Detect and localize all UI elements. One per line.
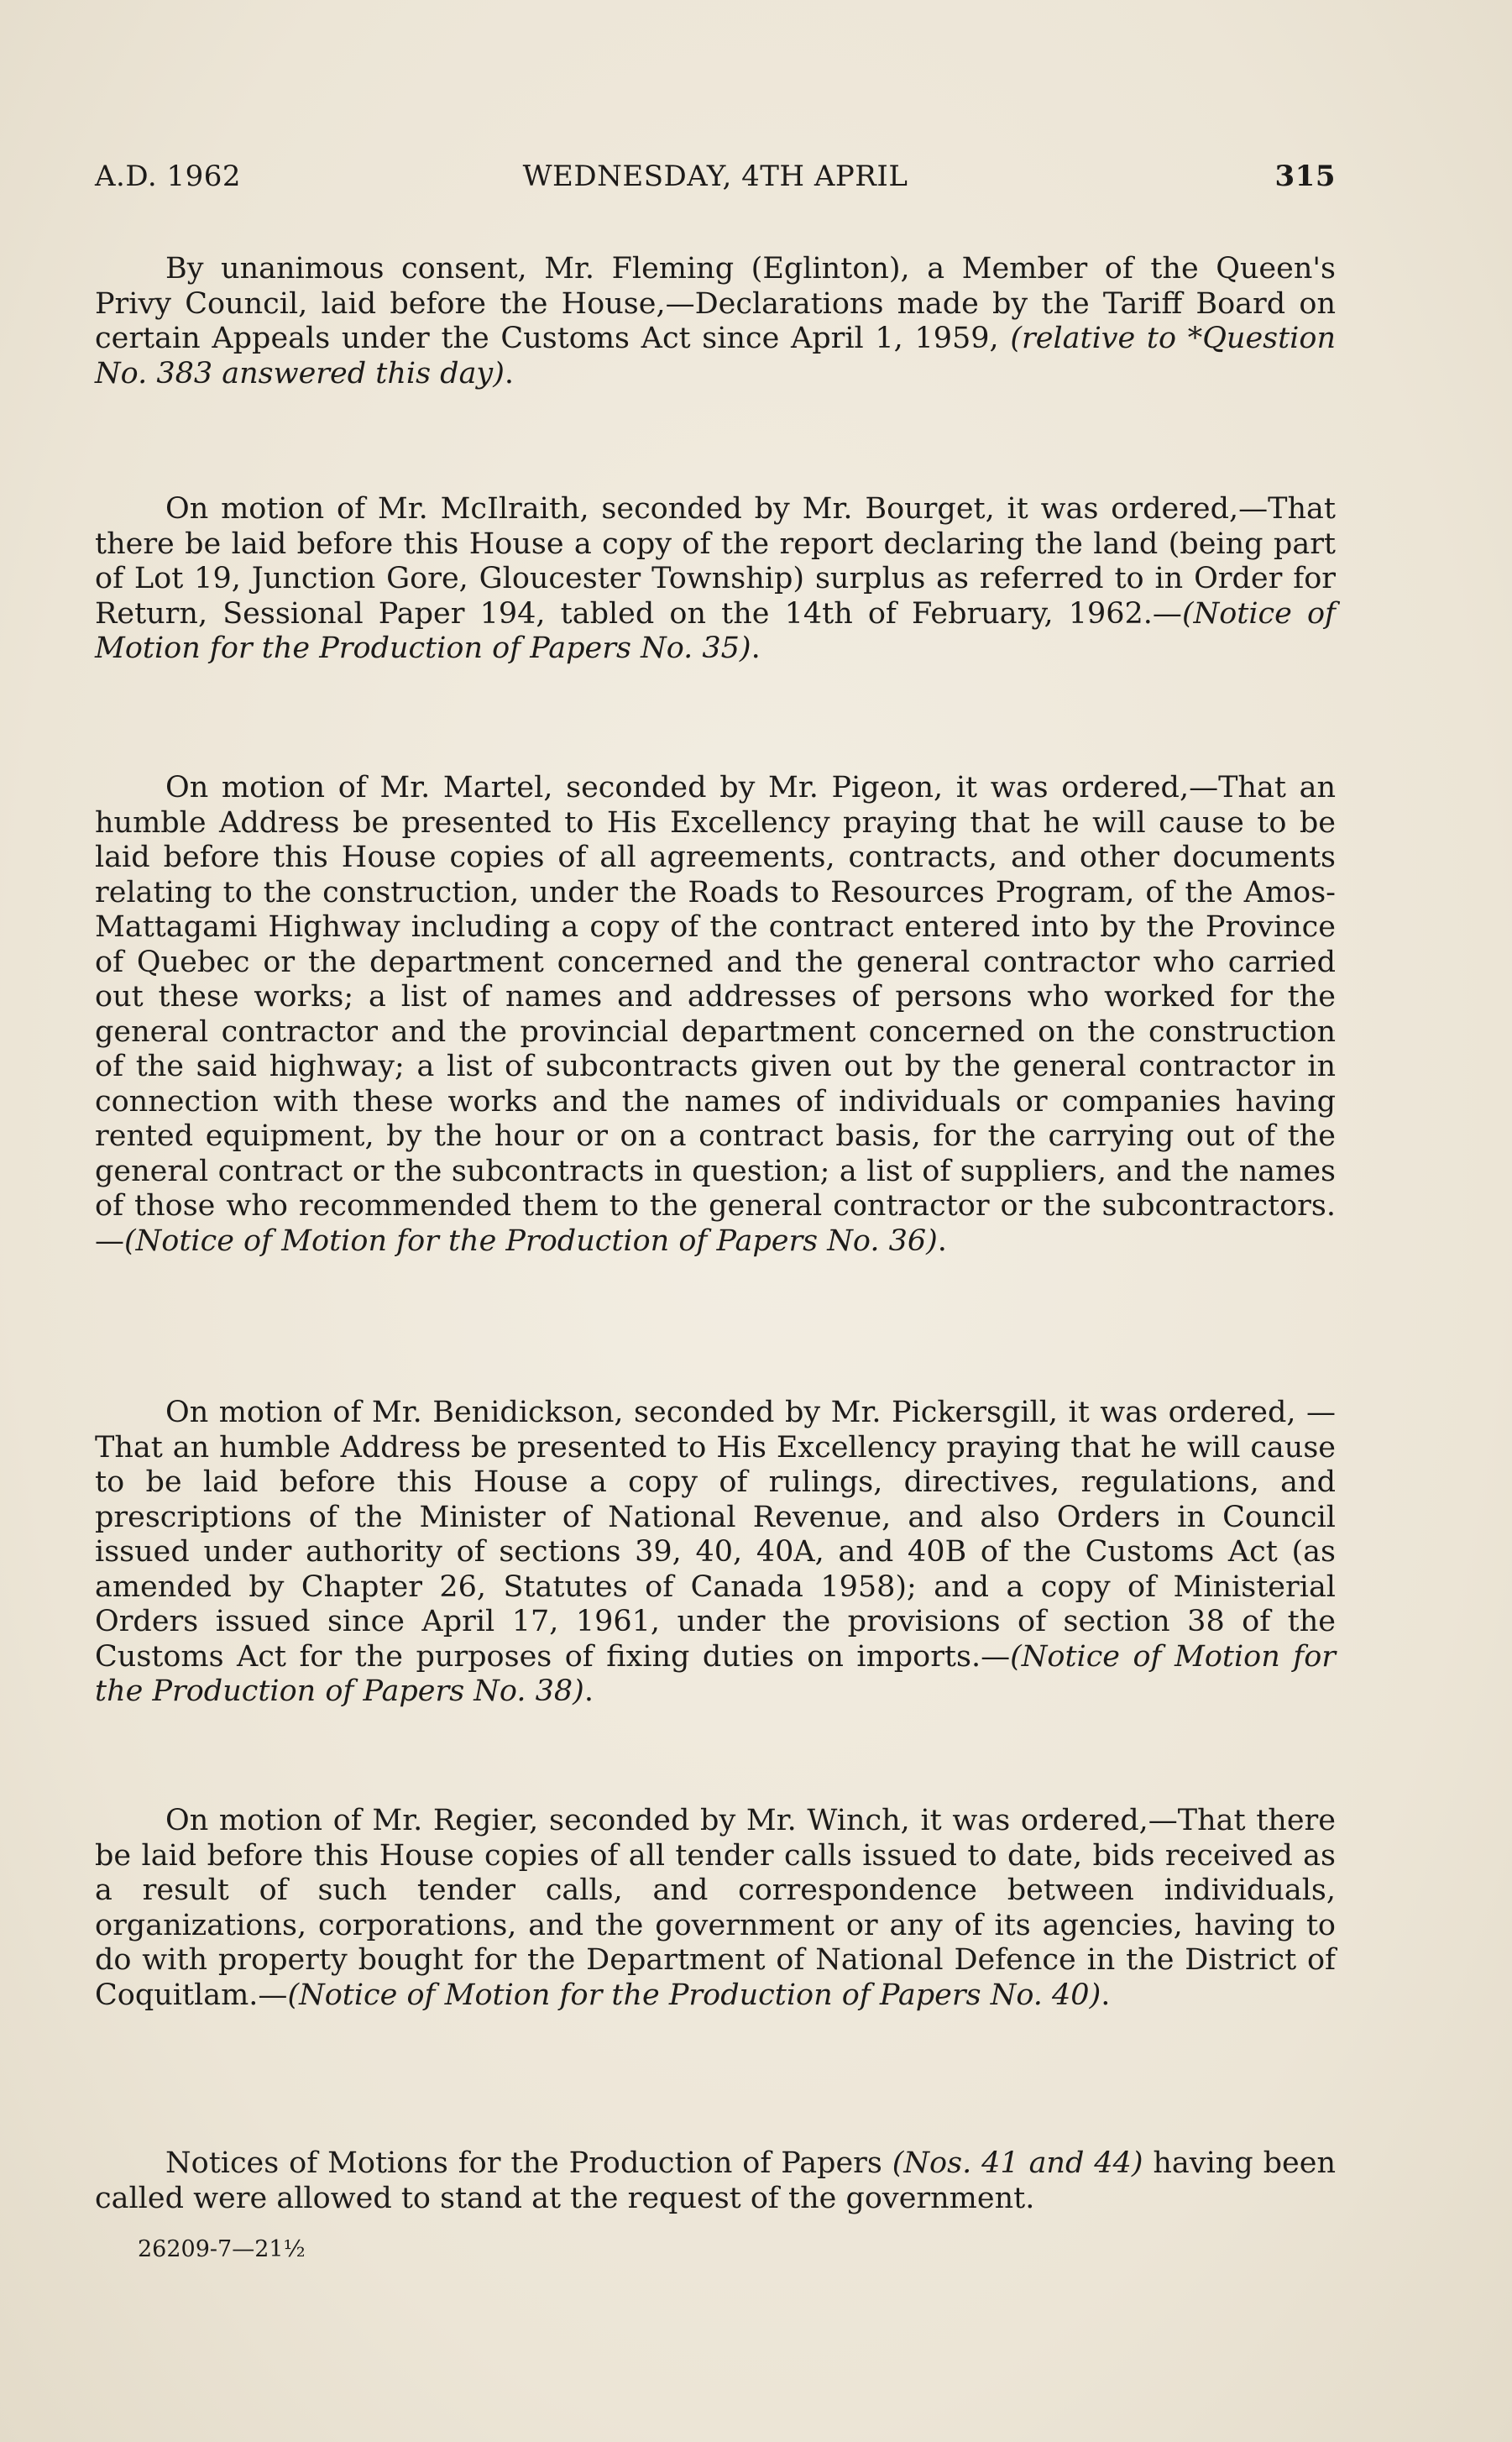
paragraph-italic-reference: (relative to *Question No. 383 answered this day) — [95, 322, 1336, 390]
paragraph-martel-motion — [95, 771, 1336, 1259]
paragraph-regier-motion — [95, 1804, 1336, 2013]
page-header — [95, 160, 1336, 202]
page-number: 315 — [1274, 160, 1336, 193]
paragraph-notices-stand — [95, 2146, 1336, 2216]
paragraph-text: By unanimous consent, Mr. Fleming (Eglinton), a Member of the Queen's Privy Council, laid before the House,—Declarations made by the Tariff Board on certain Appeals under the Customs Act since April 1, 1959, — [95, 252, 1336, 355]
paragraph-italic-reference: (Nos. 41 and 44) — [892, 2146, 1143, 2180]
header-date: WEDNESDAY, 4TH APRIL — [522, 160, 908, 193]
paragraph-benidickson-motion — [95, 1396, 1336, 1710]
paragraph-italic-reference: (Notice of Motion for the Production of Papers No. 36) — [124, 1224, 938, 1258]
paragraph-text: On motion of Mr. Regier, seconded by Mr. Winch, it was ordered,—That there be laid before this House copies of all tender calls issued to date, bids received as a result of such tender calls, and correspondence between individuals, organizations, corporations, and the government or any of its agencies, having to do with property bought for the Department of National Defence in the District of Coquitlam.— — [95, 1804, 1336, 2012]
paragraph-italic-reference: (Notice of Motion for the Production of Papers No. 40) — [287, 1978, 1101, 2012]
paragraph-tail: . — [937, 1224, 947, 1258]
paragraph-mcilraith-motion — [95, 492, 1336, 667]
paragraph-tail: having been called were allowed to stand at the request of the government. — [95, 2146, 1336, 2215]
paragraph-text: On motion of Mr. Martel, seconded by Mr. Pigeon, it was ordered,—That an humble Address be presented to His Excellency praying that he will cause to be laid before this House copies of all agreements, contracts, and other documents relating to the construction, under the Roads to Resources Program, of the Amos-Mattagami Highway including a copy of the contract entered into by the Province of Quebec or the department concerned and the general contractor who carried out these works; a list of names and addresses of persons who worked for the general contractor and the provincial department concerned on the construction of the said highway; a list of subcontracts given out by the general contractor in connection with these works and the names of individuals or companies having rented equipment, by the hour or on a contract basis, for the carrying out of the general contract or the subcontracts in question; a list of suppliers, and the names of those who recommended them to the general contractor or the subcontractors.— — [95, 771, 1336, 1258]
paragraph-tariff-board-declarations — [95, 252, 1336, 391]
paragraph-text: On motion of Mr. Benidickson, seconded by Mr. Pickersgill, it was ordered, —That an humble Address be presented to His Excellency praying that he will cause to be laid before this House a copy of rulings, directives, regulations, and prescriptions of the Minister of National Revenue, and also Orders in Council issued under authority of sections 39, 40, 40A, and 40B of the Customs Act (as amended by Chapter 26, Statutes of Canada 1958); and a copy of Ministerial Orders issued since April 17, 1961, under the provisions of section 38 of the Customs Act for the purposes of fixing duties on imports.— — [95, 1396, 1336, 1674]
printer-code: 26209-7—21½ — [138, 2236, 306, 2262]
paragraph-text: On motion of Mr. McIlraith, seconded by Mr. Bourget, it was ordered,—That there be laid before this House a copy of the report declaring the land (being part of Lot 19, Junction Gore, Gloucester Township) surplus as referred to in Order for Return, Sessional Paper 194, tabled on the 14th of February, 1962.— — [95, 492, 1336, 631]
paragraph-tail: . — [583, 1674, 594, 1708]
paragraph-italic-reference: (Notice of Motion for the Production of Papers No. 38) — [95, 1639, 1336, 1708]
header-year: A.D. 1962 — [95, 160, 242, 193]
paragraph-tail: . — [504, 356, 515, 390]
paragraph-italic-reference: (Notice of Motion for the Production of Papers No. 35) — [95, 596, 1337, 665]
paragraph-tail: . — [1101, 1978, 1111, 2012]
paragraph-text: Notices of Motions for the Production of Papers — [165, 2146, 892, 2180]
paragraph-tail: . — [751, 631, 761, 665]
